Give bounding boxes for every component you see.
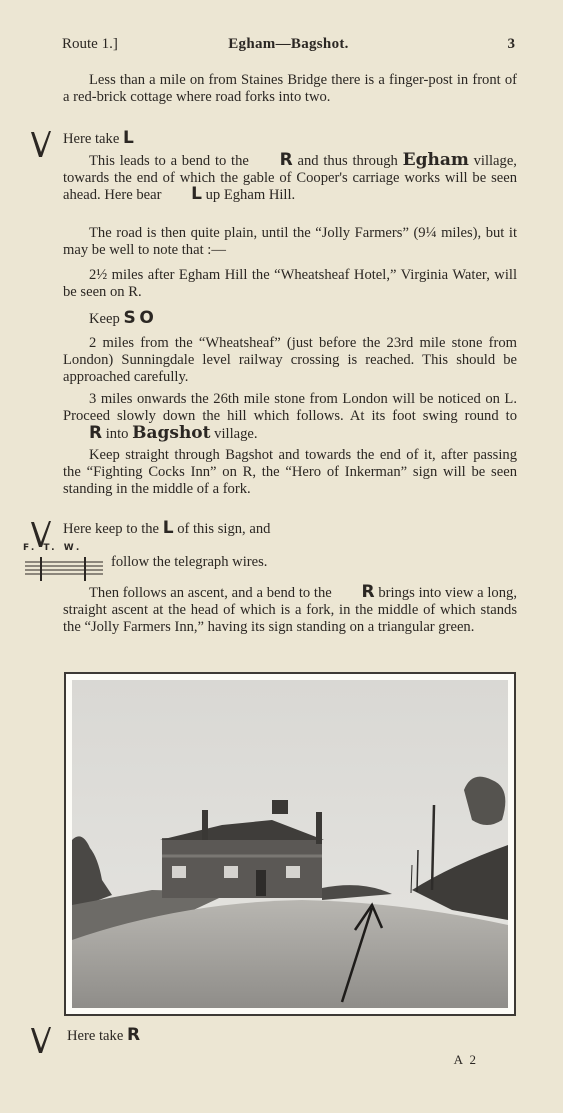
photograph-frame	[64, 672, 516, 1016]
page-number: 3	[507, 36, 515, 52]
instruction-telegraph	[111, 554, 517, 571]
text-p10: Here keep to the	[63, 521, 160, 537]
text-p3b: and thus through	[297, 153, 398, 169]
left-symbol: L	[191, 184, 202, 204]
paragraph-sunningdale	[63, 335, 517, 386]
paragraph-inkerman	[63, 447, 517, 498]
paragraph-ascent	[63, 582, 517, 636]
text-p12a: Then follows an ascent, and a bend to the	[89, 585, 332, 601]
telegraph-wires-symbol	[23, 543, 105, 587]
paragraph-bagshot	[63, 391, 517, 443]
right-symbol: R	[89, 423, 103, 443]
text-p3a: This leads to a bend to the	[89, 153, 249, 169]
straight-s-symbol: S	[123, 308, 136, 328]
text-here-take: Here take	[63, 131, 120, 147]
instruction-take-left	[63, 128, 517, 148]
text-p5: 2½ miles after Egham Hill the “Wheatsheaf Hotel,” Virginia Water, will be seen on R.	[63, 267, 517, 300]
paragraph-egham	[63, 152, 517, 204]
place-egham: Egham	[402, 150, 469, 170]
page-title: Egham—Bagshot.	[228, 36, 349, 52]
text-p3d: up Egham Hill.	[205, 187, 296, 203]
paragraph-fingerpost	[63, 72, 517, 106]
straight-o-symbol: O	[139, 308, 154, 328]
paragraph-wheatsheaf	[63, 267, 517, 301]
v-mark-icon	[30, 1026, 52, 1054]
text-p8b: into	[105, 426, 129, 442]
text-footer-here-take: Here take	[67, 1028, 124, 1044]
text-p3c: village, towards the end of which the gable of Cooper's carriage works will be seen ahead. Here bear	[63, 153, 517, 203]
route-label: Route 1.]	[62, 36, 118, 52]
ftw-label: F. T. W.	[23, 543, 83, 553]
left-symbol: L	[162, 518, 174, 538]
place-bagshot: Bagshot	[132, 423, 211, 443]
text-p11: follow the telegraph wires.	[111, 554, 268, 570]
telegraph-wires-icon	[23, 555, 105, 583]
text-p8a: 3 miles onwards the 26th mile stone from London will be noticed on L. Proceed slowly down the hill which follows. At its foot swing round to	[63, 391, 517, 424]
instruction-take-right	[67, 1025, 141, 1045]
right-symbol: R	[361, 582, 375, 602]
right-symbol: R	[126, 1025, 141, 1045]
text-keep: Keep	[89, 311, 120, 327]
text-p9: Keep straight through Bagshot and towards the end of it, after passing the “Fighting Cocks Inn” on R, the “Hero of Inkerman” sign will be seen standing in the middle of a fork.	[63, 447, 517, 497]
left-symbol: L	[122, 128, 134, 148]
text-p4: The road is then quite plain, until the “Jolly Farmers” (9¼ miles), but it may be well to note that :—	[63, 225, 517, 258]
paragraph-jolly-farmers	[63, 225, 517, 259]
text-p7: 2 miles from the “Wheatsheaf” (just before the 23rd mile stone from London) Sunningdale level railway crossing is reached. This should be approached carefully.	[63, 335, 517, 385]
text-p12b: brings into view a long, straight ascent at the head of which is a fork, in the middle of which stands the “Jolly Farmers Inn,” having its sign standing on a triangular green.	[63, 585, 517, 635]
signature-mark: A 2	[453, 1052, 478, 1067]
text-p10b: of this sign, and	[177, 521, 271, 537]
right-symbol: R	[279, 150, 293, 170]
instruction-keep-left	[63, 518, 517, 538]
v-mark-icon	[30, 130, 52, 158]
running-header	[62, 36, 515, 58]
instruction-keep-straight	[89, 308, 517, 328]
text-p8c: village.	[214, 426, 258, 442]
jolly-farmers-inn-photo	[72, 680, 508, 1008]
text-p1: Less than a mile on from Staines Bridge there is a finger-post in front of a red-brick cottage where road forks into two.	[63, 72, 517, 105]
